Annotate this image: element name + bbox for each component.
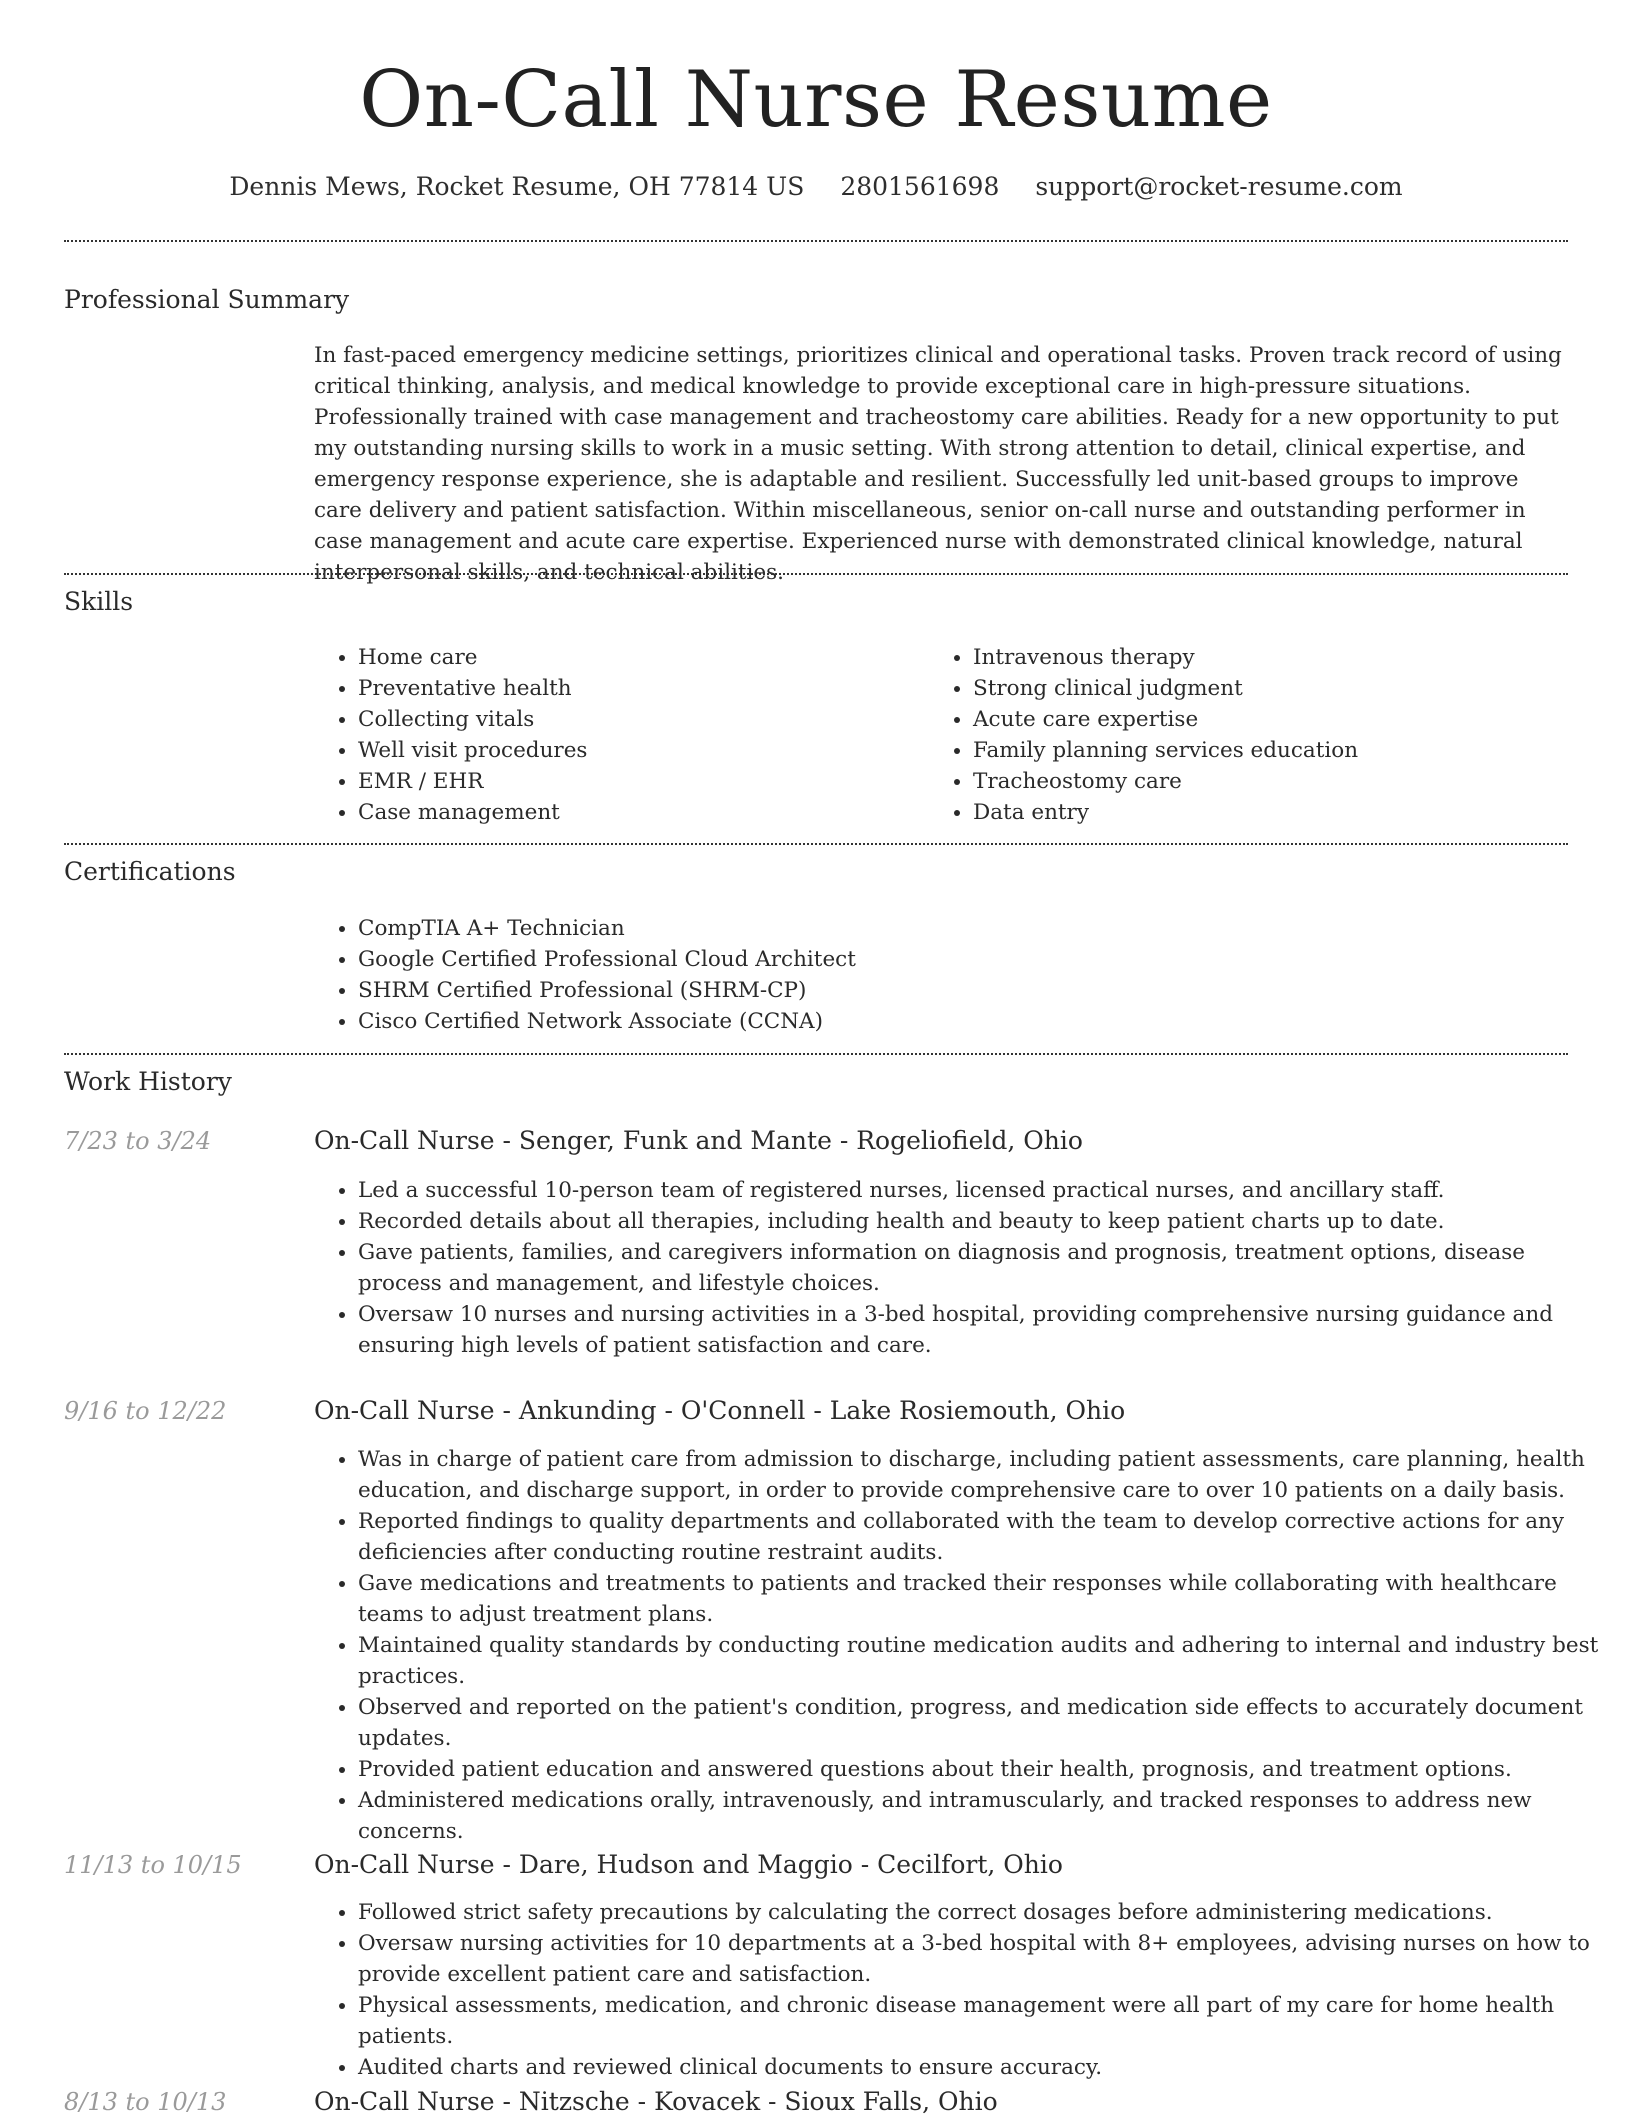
- skill-item: • Acute care expertise: [973, 704, 1573, 735]
- job-title: On-Call Nurse - Dare, Hudson and Maggio - Cecilfort, Ohio: [314, 1850, 1063, 1879]
- skill-item: • EMR / EHR: [358, 766, 918, 797]
- skill-item: • Intravenous therapy: [973, 642, 1573, 673]
- skill-item: • Well visit procedures: [358, 735, 918, 766]
- skill-item: • Collecting vitals: [358, 704, 918, 735]
- job-bullet: • Audited charts and reviewed clinical documents to ensure accuracy.: [358, 2052, 1612, 2083]
- work-history-heading: Work History: [64, 1067, 232, 1096]
- job-title: On-Call Nurse - Senger, Funk and Mante - Rogeliofield, Ohio: [314, 1126, 1083, 1155]
- skill-item: • Data entry: [973, 797, 1573, 828]
- job-bullet: • Was in charge of patient care from admission to discharge, including patient assessments, care planning, health education, and discharge support, in order to provide comprehensive care to over 10 patients on a daily basis.: [358, 1444, 1612, 1506]
- certifications-heading: Certifications: [64, 857, 236, 886]
- skill-item: • Strong clinical judgment: [973, 673, 1573, 704]
- certification-item: • Cisco Certified Network Associate (CCNA): [358, 1006, 1558, 1037]
- job-bullet: • Gave patients, families, and caregivers information on diagnosis and prognosis, treatment options, disease process and management, and lifestyle choices.: [358, 1237, 1612, 1299]
- job-bullet: • Followed strict safety precautions by calculating the correct dosages before administering medications.: [358, 1897, 1612, 1928]
- job-bullets: [314, 1175, 1612, 1361]
- job-bullet: • Reported findings to quality departments and collaborated with the team to develop corrective actions for any deficiencies after conducting routine restraint audits.: [358, 1506, 1612, 1568]
- job-bullets: [314, 1444, 1612, 1847]
- summary-divider: [64, 573, 1568, 575]
- job-bullet: • Oversaw nursing activities for 10 departments at a 3-bed hospital with 8+ employees, advising nurses on how to provide excellent patient care and satisfaction.: [358, 1928, 1612, 1990]
- contact-address: Dennis Mews, Rocket Resume, OH 77814 US: [229, 172, 805, 201]
- skills-divider: [64, 843, 1568, 845]
- job-bullet: • Gave medications and treatments to patients and tracked their responses while collaborating with healthcare teams to adjust treatment plans.: [358, 1568, 1612, 1630]
- job-title: On-Call Nurse - Nitzsche - Kovacek - Sioux Falls, Ohio: [314, 2087, 998, 2116]
- skills-list-right: [929, 642, 1573, 828]
- contact-line: [0, 170, 1632, 204]
- job-dates: 7/23 to 3/24: [64, 1127, 212, 1155]
- summary-text: In fast-paced emergency medicine settings, prioritizes clinical and operational tasks. Proven track record of using critical thinking, analysis, and medical knowledge to provide exceptional care in high-pressure situations. Professionally trained with case management and tracheostomy care abilities. Ready for a new opportunity to put my outstanding nursing skills to work in a music setting. With strong attention to detail, clinical expertise, and emergency response experience, she is adaptable and resilient. Successfully led unit-based groups to improve care delivery and patient satisfaction. Within miscellaneous, senior on-call nurse and outstanding performer in case management and acute care expertise. Experienced nurse with demonstrated clinical knowledge, natural interpersonal skills, and technical abilities.: [314, 343, 1562, 585]
- skill-item: • Tracheostomy care: [973, 766, 1573, 797]
- certification-item: • Google Certified Professional Cloud Architect: [358, 944, 1558, 975]
- job-bullet: • Provided patient education and answered questions about their health, prognosis, and treatment options.: [358, 1754, 1612, 1785]
- certifications-list: [314, 913, 1558, 1037]
- job-bullet: • Physical assessments, medication, and chronic disease management were all part of my care for home health patients.: [358, 1990, 1612, 2052]
- skills-list-left: [314, 642, 918, 828]
- job-bullet: • Maintained quality standards by conducting routine medication audits and adhering to internal and industry best practices.: [358, 1630, 1612, 1692]
- job-bullet: • Oversaw 10 nurses and nursing activities in a 3-bed hospital, providing comprehensive nursing guidance and ensuring high levels of patient satisfaction and care.: [358, 1299, 1612, 1361]
- certification-item: • SHRM Certified Professional (SHRM-CP): [358, 975, 1558, 1006]
- job-bullets: [314, 1897, 1612, 2083]
- job-bullet: • Led a successful 10-person team of registered nurses, licensed practical nurses, and ancillary staff.: [358, 1175, 1612, 1206]
- header-divider: [64, 240, 1568, 242]
- skill-item: • Preventative health: [358, 673, 918, 704]
- job-dates: 8/13 to 10/13: [64, 2088, 227, 2116]
- job-bullet: • Administered medications orally, intravenously, and intramuscularly, and tracked responses to address new concerns.: [358, 1785, 1612, 1847]
- job-bullet: • Observed and reported on the patient's condition, progress, and medication side effects to accurately document updates.: [358, 1692, 1612, 1754]
- skills-heading: Skills: [64, 587, 134, 616]
- contact-email[interactable]: support@rocket-resume.com: [1035, 172, 1403, 201]
- job-title: On-Call Nurse - Ankunding - O'Connell - Lake Rosiemouth, Ohio: [314, 1396, 1126, 1425]
- contact-phone[interactable]: 2801561698: [840, 172, 1000, 201]
- job-bullet: • Recorded details about all therapies, including health and beauty to keep patient charts up to date.: [358, 1206, 1612, 1237]
- job-dates: 11/13 to 10/15: [64, 1851, 242, 1879]
- certification-item: • CompTIA A+ Technician: [358, 913, 1558, 944]
- certifications-divider: [64, 1053, 1568, 1055]
- skill-item: • Case management: [358, 797, 918, 828]
- summary-heading: Professional Summary: [64, 285, 350, 314]
- skill-item: • Family planning services education: [973, 735, 1573, 766]
- resume-title: On-Call Nurse Resume: [359, 55, 1273, 145]
- job-dates: 9/16 to 12/22: [64, 1397, 227, 1425]
- skill-item: • Home care: [358, 642, 918, 673]
